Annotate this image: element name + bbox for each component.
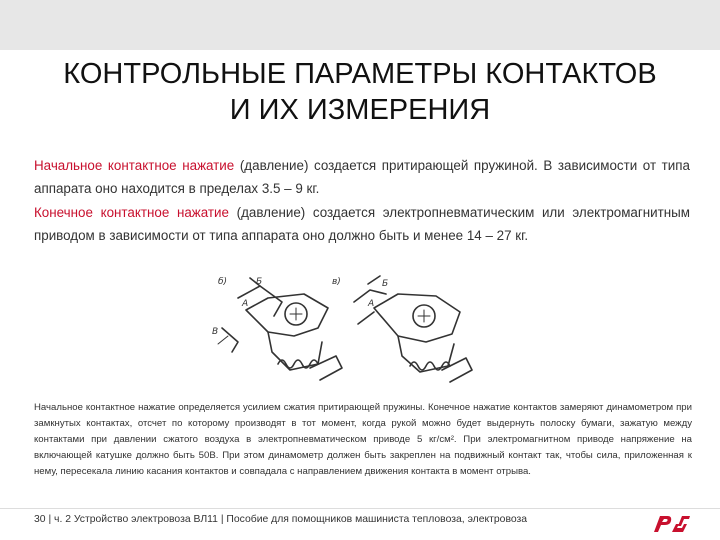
figure-caption: Начальное контактное нажатие определяется усилием сжатия притирающей пружины. Конечное нажатие контактов замеряют динамометром при замкнутых контактах, отсчет по которому производят в тот момент, когда рукой можно будет выдернуть полоску бумаги, зажатую между контактами при давлении сжатого воздуха в электропневматическом приводе 5 кг/см². При электромагнитном приводе напряжение на включающей катушке должно быть 50В. При этом динамометр должен быть закреплен на подвижный контакт так, чтобы сила, приложенная к нему, пересекала линию касания контактов и совпадала с направлением движения контакта в момент отрыва. [34,402,692,477]
title-line-1: КОНТРОЛЬНЫЕ ПАРАМЕТРЫ КОНТАКТОВ [63,58,657,90]
mark-b-right: Б [382,279,389,289]
figure-label-b: б) [218,277,228,287]
term-final-pressure: Конечное контактное нажатие [34,205,229,220]
footer-text: 30 | ч. 2 Устройство электровоза ВЛ11 | Пособие для помощников машиниста тепловоза, электровоза [34,514,528,525]
title-line-2: И ИХ ИЗМЕРЕНИЯ [229,94,491,126]
paragraph-initial-pressure [34,154,690,200]
rzd-logo [652,512,692,534]
paragraph-final-pressure [34,201,690,247]
mark-b-left: Б [256,277,263,287]
mark-a-right: А [368,299,375,309]
mark-a-left: А [242,299,249,309]
term-initial-pressure: Начальное контактное нажатие [34,158,235,173]
page-title [0,56,720,128]
header-band [0,0,720,50]
mark-v-left: В [212,327,219,337]
footer-divider [0,508,720,509]
contacts-diagram [198,272,486,400]
contact-assembly-left [218,278,342,380]
contact-assembly-right [354,276,472,382]
figure-label-v: в) [332,277,341,287]
paragraph2-text: (давление) создается электропневматическим или электромагнитным приводом в зависимости от типа аппарата оно должно быть и менее 14 – 27 кг. [34,205,690,243]
paragraph1-text: (давление) создается притирающей пружиной. В зависимости от типа аппарата оно находится в пределах 3.5 – 9 кг. [34,158,690,196]
